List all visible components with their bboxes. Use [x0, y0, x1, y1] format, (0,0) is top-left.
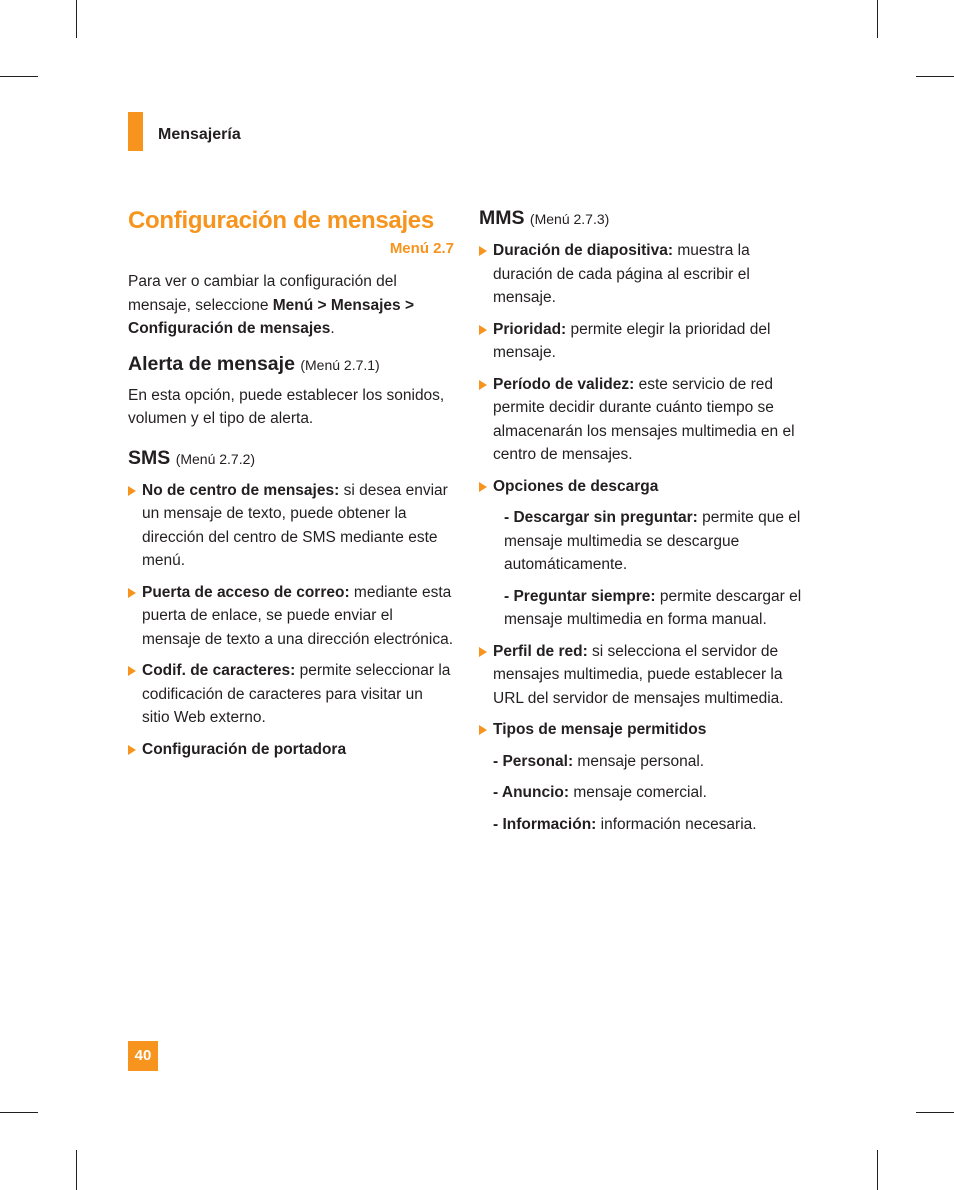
list-item [479, 373, 804, 467]
left-column [128, 205, 454, 761]
mms-heading-text: MMS [479, 207, 525, 229]
item-label: No de centro de mensajes: [142, 481, 340, 499]
sub-option-label: - Preguntar siempre: [504, 587, 656, 605]
sub-option [493, 781, 804, 805]
bullet-triangle-icon [479, 325, 487, 335]
sub-option-label: - Información: [493, 815, 597, 833]
sms-heading-text: SMS [128, 446, 171, 469]
sub-option-text: información necesaria. [596, 815, 757, 833]
sub-option-label: - Personal: [493, 752, 574, 770]
bullet-triangle-icon [479, 482, 487, 492]
sms-menu-ref: (Menú 2.7.2) [175, 450, 256, 467]
alerta-menu-ref: (Menú 2.7.1) [300, 356, 380, 373]
list-item [128, 479, 454, 573]
item-label: Prioridad: [493, 320, 567, 338]
item-text: si desea enviar un mensaje de texto, puede obtener la dirección del centro de SMS mediante este menú. [142, 481, 448, 569]
section-marker [128, 112, 143, 151]
list-item [479, 318, 804, 365]
sub-option-label: - Anuncio: [493, 784, 570, 801]
item-text: permite seleccionar la codificación de caracteres para visitar un sitio Web externo. [142, 662, 451, 726]
bullet-triangle-icon [479, 647, 487, 657]
item-text: este servicio de red permite decidir durante cuánto tiempo se almacenarán los mensajes multimedia en el centro de mensajes. [493, 375, 795, 463]
sub-option [493, 585, 804, 632]
list-item [128, 738, 454, 762]
crop-mark [916, 1112, 954, 1113]
alerta-heading-text: Alerta de mensaje [128, 352, 295, 375]
sub-option-label: - Descargar sin preguntar: [504, 509, 698, 526]
alerta-description: En esta opción, puede establecer los sonidos, volumen y el tipo de alerta. [128, 386, 445, 427]
crop-mark [0, 1112, 38, 1113]
intro-text: Para ver o cambiar la configuración del mensaje, seleccione [128, 273, 397, 314]
sub-option [493, 813, 804, 837]
alerta-heading [128, 351, 454, 378]
item-label: Período de validez: [493, 375, 635, 393]
item-label: Configuración de portadora [142, 740, 347, 758]
sub-option [493, 750, 804, 774]
bullet-triangle-icon [479, 725, 487, 735]
sub-option-text: mensaje personal. [573, 752, 705, 770]
crop-mark [0, 76, 38, 77]
sub-option [493, 506, 804, 577]
item-text: permite elegir la prioridad del mensaje. [493, 320, 771, 361]
sms-heading [128, 445, 454, 472]
crop-mark [76, 0, 77, 38]
item-text: muestra la duración de cada página al escribir el mensaje. [493, 242, 750, 306]
list-item [479, 640, 804, 711]
mms-heading [479, 205, 804, 232]
intro-paragraph [128, 270, 454, 341]
page-title: Configuración de mensajes [128, 207, 434, 234]
section-title: Mensajería [158, 126, 241, 143]
item-label: Opciones de descarga [493, 477, 659, 495]
sub-option-text: permite descargar el mensaje multimedia en forma manual. [504, 587, 802, 628]
item-label: Duración de diapositiva: [493, 242, 674, 259]
list-item [479, 718, 804, 836]
item-label: Puerta de acceso de correo: [142, 583, 350, 601]
sub-option-text: permite que el mensaje multimedia se descargue automáticamente. [504, 509, 801, 573]
list-item [128, 659, 454, 730]
menu-path: Menú > Mensajes > Configuración de mensajes [128, 296, 415, 337]
item-text: si selecciona el servidor de mensajes multimedia, puede establecer la URL del servidor de mensajes multimedia. [493, 642, 784, 707]
mms-options-list [479, 239, 804, 836]
bullet-triangle-icon [128, 588, 136, 598]
item-label: Tipos de mensaje permitidos [493, 721, 707, 738]
item-text: mediante esta puerta de enlace, se puede enviar el mensaje de texto a una dirección electrónica. [142, 583, 454, 648]
list-item [479, 475, 804, 632]
crop-mark [877, 0, 878, 38]
bullet-triangle-icon [128, 486, 136, 496]
bullet-triangle-icon [128, 666, 136, 676]
crop-mark [877, 1150, 878, 1190]
menu-reference: Menú 2.7 [389, 240, 454, 257]
mms-menu-ref: (Menú 2.7.3) [529, 211, 610, 227]
sms-options-list [128, 479, 454, 762]
bullet-triangle-icon [128, 745, 136, 755]
list-item [479, 239, 804, 310]
crop-mark [916, 76, 954, 77]
crop-mark [76, 1150, 77, 1190]
bullet-triangle-icon [479, 380, 487, 390]
sub-option-text: mensaje comercial. [569, 784, 707, 801]
right-column [479, 205, 804, 836]
item-label: Perfil de red: [493, 642, 588, 660]
item-label: Codif. de caracteres: [142, 662, 296, 679]
intro-end: . [330, 320, 335, 337]
bullet-triangle-icon [479, 246, 487, 256]
list-item [128, 581, 454, 652]
page-number: 40 [128, 1041, 158, 1071]
